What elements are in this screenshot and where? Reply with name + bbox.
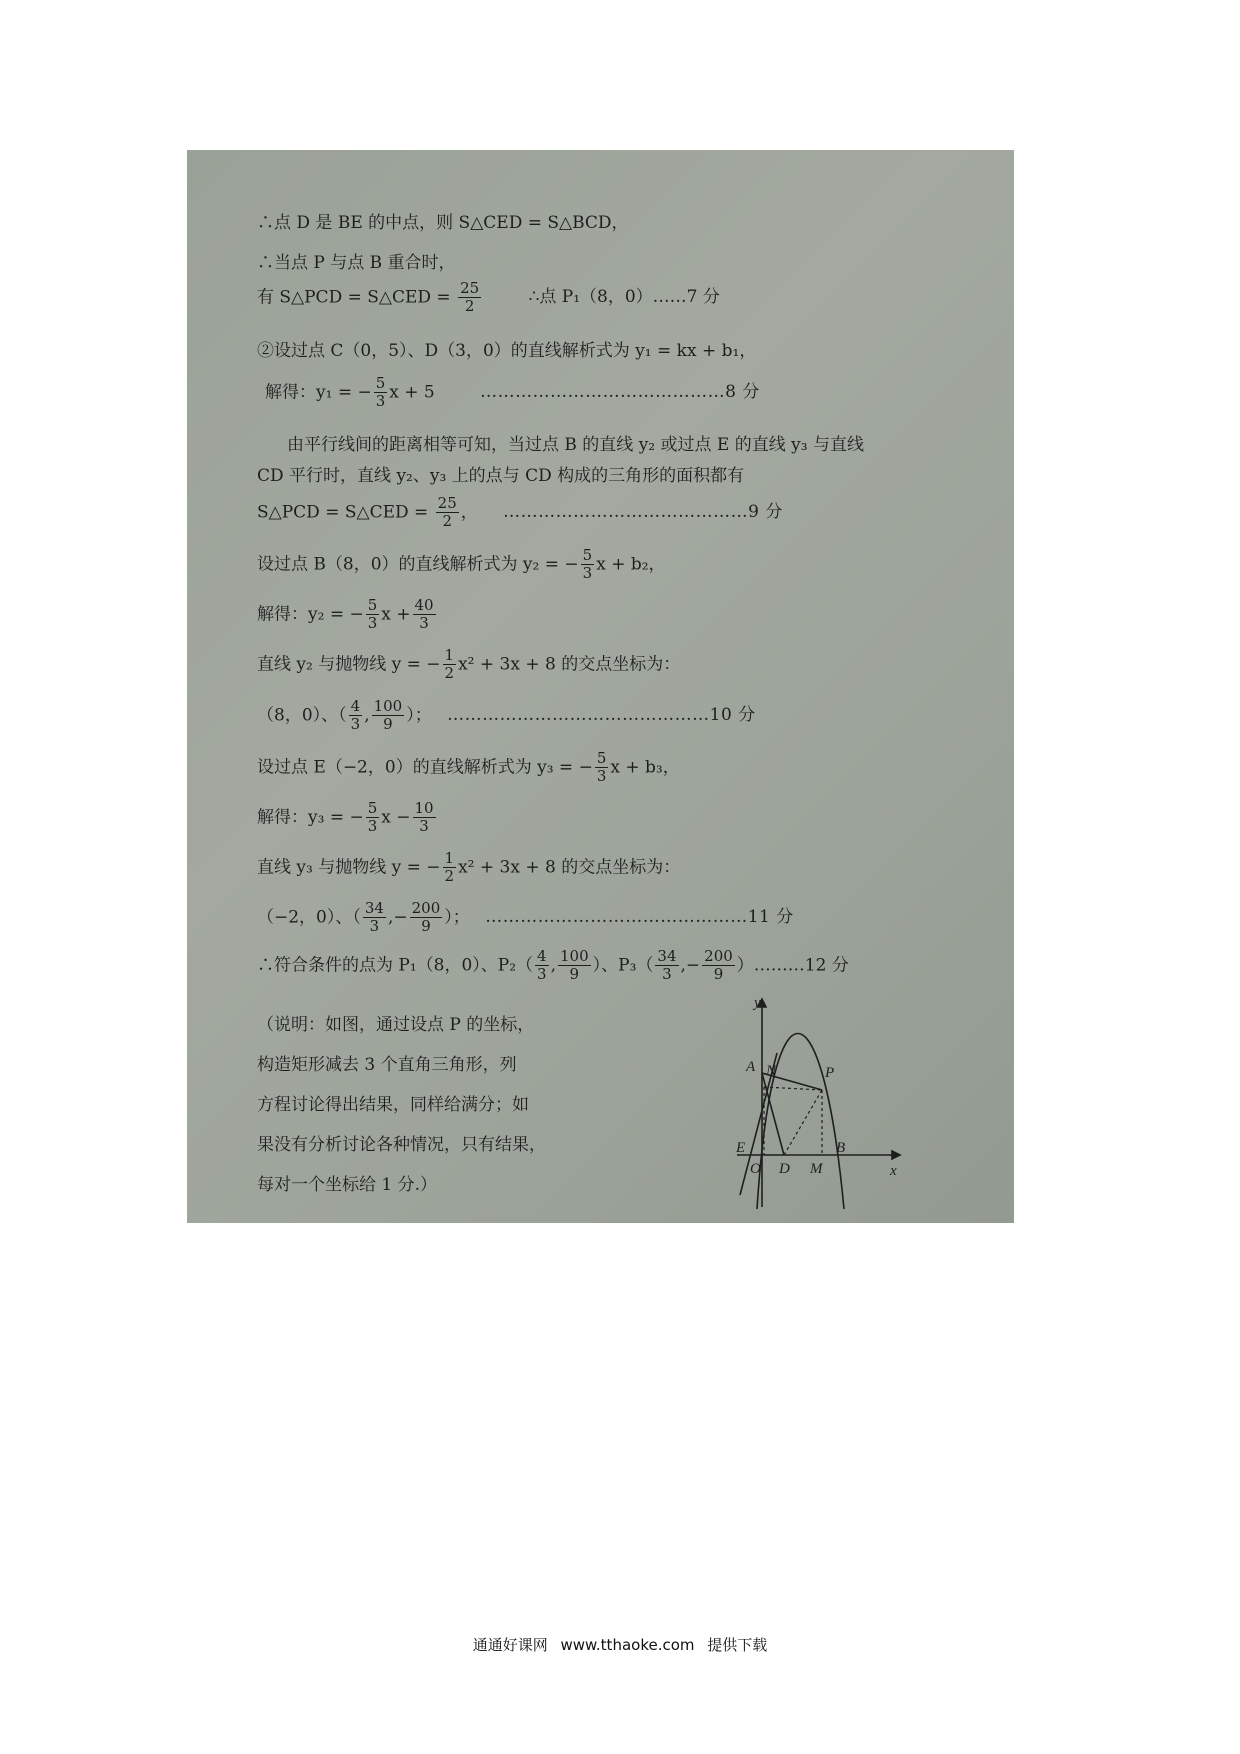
text: 设过点 E（−2，0）的直线解析式为 y₃ = − (257, 757, 593, 778)
line-5 (265, 375, 760, 411)
text: ， (460, 502, 478, 523)
fraction: $\frac{4}{3}$ (537, 947, 547, 984)
dots: ………………………………………10 分 (447, 705, 756, 726)
text: 有 S△PCD = S△CED = (257, 287, 451, 308)
text: （−2，0）、（ (257, 907, 361, 928)
line-15 (257, 850, 680, 886)
fraction: $\frac{40}{3}$ (414, 596, 434, 633)
dashed-dp (784, 1090, 822, 1155)
note-block (257, 1005, 546, 1205)
note-line: 果没有分析讨论各种情况，只有结果， (257, 1135, 546, 1155)
fraction: $\frac{5}{3}$ (596, 749, 607, 786)
text: ）； (406, 705, 432, 726)
text: x² + 3x + 8 的交点坐标为： (458, 857, 681, 878)
text: x + 5 (389, 382, 435, 403)
parabola-curve (757, 1034, 844, 1210)
line-2: ∴当点 P 与点 B 重合时， (257, 253, 456, 273)
line-14 (257, 800, 438, 836)
text: 直线 y₃ 与抛物线 y = − (257, 857, 441, 878)
label-p: P (825, 1065, 835, 1081)
fraction: $\frac{1}{2}$ (444, 646, 455, 683)
label-x: x (890, 1163, 897, 1179)
text: 解得：y₂ = − (257, 604, 364, 625)
fraction: $\frac{5}{3}$ (375, 374, 386, 411)
text: 设过点 B（8，0）的直线解析式为 y₂ = − (257, 554, 579, 575)
fraction: $\frac{100}{9}$ (560, 947, 589, 984)
footer-suffix: 提供下载 (707, 1636, 768, 1654)
fraction: $\frac{34}{3}$ (657, 947, 677, 984)
label-o: O (750, 1161, 761, 1177)
note-line: （说明：如图，通过设点 P 的坐标， (257, 1015, 535, 1035)
line-4: ②设过点 C（0，5）、D（3，0）的直线解析式为 y₁ = kx + b₁， (257, 341, 757, 361)
fraction: $\frac{1}{2}$ (444, 849, 455, 886)
line-13 (257, 750, 680, 786)
text: S△PCD = S△CED = (257, 502, 429, 523)
fraction: $\frac{5}{3}$ (367, 799, 378, 836)
text: （8，0）、（ (257, 705, 347, 726)
line-1: ∴点 D 是 BE 的中点，则 S△CED = S△BCD， (257, 213, 629, 233)
note-line: 方程讨论得出结果，同样给满分；如 (257, 1095, 529, 1115)
fraction: $\frac{200}{9}$ (411, 899, 441, 936)
line-10 (257, 597, 438, 633)
line-9 (257, 547, 666, 583)
footer-url: www.tthaoke.com (560, 1636, 695, 1654)
fraction: $\frac{25}{2}$ (437, 494, 457, 531)
fraction: $\frac{5}{3}$ (367, 596, 378, 633)
label-y: y (754, 995, 761, 1011)
line-12: （8，0）、（ $\frac{4}{3}$ , $\frac{100}{9}$ ）； ………………………………………10 分 (257, 697, 756, 734)
fraction: $\frac{4}{3}$ (350, 697, 361, 734)
label-a: A (746, 1059, 756, 1075)
text: ）； (444, 907, 470, 928)
text: ）………12 分 (736, 955, 849, 976)
dots: ………………………………………11 分 (485, 907, 794, 928)
text: x² + 3x + 8 的交点坐标为： (458, 654, 681, 675)
text: x + (381, 604, 411, 625)
dots: ……………………………………8 分 (480, 382, 760, 403)
line-7: CD 平行时，直线 y₂、y₃ 上的点与 CD 构成的三角形的面积都有 (257, 466, 745, 486)
fraction: $\frac{34}{3}$ (364, 899, 384, 936)
fraction: $\frac{100}{9}$ (373, 697, 403, 734)
line-8 (257, 495, 783, 531)
line-17: ∴符合条件的点为 P₁（8，0）、P₂（ $\frac{4}{3}$ , $\frac{100}{9}$ ）、P₃（ $\frac{34}{3}$ ,− $\frac{200}{9}$ ）………12 分 (257, 947, 849, 984)
note-line: 每对一个坐标给 1 分.） (257, 1175, 438, 1195)
fraction: $\frac{25}{2}$ (460, 279, 480, 316)
parabola-figure (732, 995, 902, 1210)
text: 直线 y₂ 与抛物线 y = − (257, 654, 441, 675)
line-16: （−2，0）、（ $\frac{34}{3}$ ,− $\frac{200}{9}$ ）； ………………………………………11 分 (257, 899, 794, 936)
note-line: 构造矩形减去 3 个直角三角形，列 (257, 1055, 517, 1075)
text: x − (381, 807, 411, 828)
fraction: $\frac{10}{3}$ (414, 799, 434, 836)
text: 解得：y₁ = − (265, 382, 372, 403)
line-6: 由平行线间的距离相等可知，当过点 B 的直线 y₂ 或过点 E 的直线 y₃ 与直线 (287, 435, 864, 455)
label-m: M (810, 1161, 823, 1177)
text: x + b₃， (610, 757, 680, 778)
footer (0, 1634, 1240, 1655)
line-11 (257, 647, 680, 683)
x-axis-arrow (892, 1151, 900, 1159)
text: 解得：y₃ = − (257, 807, 364, 828)
label-d: D (779, 1161, 790, 1177)
fraction: $\frac{5}{3}$ (582, 546, 593, 583)
label-n: N (766, 1063, 777, 1079)
scanned-page-photo (187, 150, 1014, 1223)
text: ）、P₃（ (592, 955, 654, 976)
fraction: $\frac{200}{9}$ (704, 947, 733, 984)
text: ∴点 P₁（8，0）……7 分 (528, 287, 720, 308)
dots: ……………………………………9 分 (503, 502, 783, 523)
text: x + b₂， (596, 554, 666, 575)
line-3 (257, 280, 720, 316)
label-b: B (836, 1140, 846, 1156)
segment-cd (762, 1073, 784, 1155)
footer-site: 通通好课网 (472, 1636, 548, 1654)
label-e: E (736, 1140, 746, 1156)
text: ∴符合条件的点为 P₁（8，0）、P₂（ (257, 955, 534, 976)
